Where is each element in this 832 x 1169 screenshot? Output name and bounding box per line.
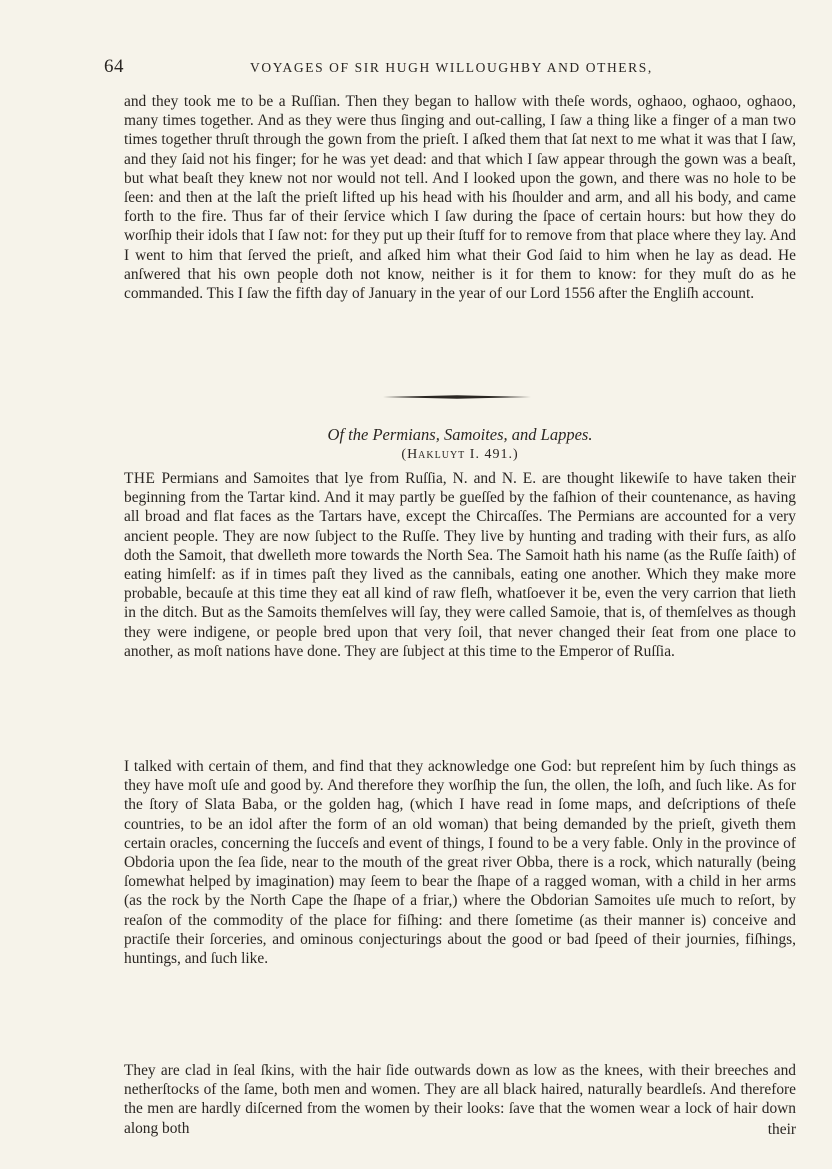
running-head: VOYAGES OF SIR HUGH WILLOUGHBY AND OTHERS,	[250, 60, 653, 75]
page-number: 64	[104, 56, 124, 77]
paragraph-4-text: They are clad in ſeal ſkins, with the hair ſide outwards down as low as the knees, with their breeches and netherſtocks of the ſame, both men and women. They are all black haired, naturally beardleſs. And therefore the men are hardly diſcerned from the women by their looks: ſave that the women wear a lock of hair down along both	[124, 1062, 796, 1137]
paragraph-2-text	[124, 469, 796, 661]
section-title	[124, 425, 796, 445]
paragraph-3	[124, 757, 796, 968]
paragraph-1-text: and they took me to be a Ruſſian. Then they began to hallow with theſe words, oghaoo, oghaoo, oghaoo, many times together. And as they were thus ſinging and out-calling, I ſaw a thing like a finger of a man two times together thruſt through the gown from the prieſt. I aſked them that ſat next to me what it was that I ſaw, and they ſaid not his finger; for he was yet dead: and that which I ſaw appear through the gown was a beaſt, but what beaſt they knew not nor would not tell. And I looked upon the gown, and there was no hole to be ſeen: and then at the laſt the prieſt lifted up his head with his ſhoulder and arm, and all his body, and came forth to the fire. Thus far of their ſervice which I ſaw during the ſpace of certain hours: but how they do worſhip their idols that I ſaw not: for they put up their ſtuff for to remove from that place where they lay. And I went to him that ſerved the prieſt, and aſked him what their God ſaid to him when he lay as dead. He anſwered that his own people doth not know, neither is it for them to know: for they muſt do as he commanded. This I ſaw the fifth day of January in the year of our Lord 1556 after the Engliſh account.	[124, 93, 796, 303]
paragraph-1	[124, 92, 796, 303]
section-divider-ornament	[383, 395, 531, 399]
paragraph-2-opening: THE	[124, 470, 156, 487]
source-name: Hakluyt	[407, 447, 466, 462]
source-open-paren: (	[401, 447, 408, 462]
catchword: their	[767, 1121, 796, 1138]
section-title-rest: the Permians, Samoites, and Lappes.	[348, 425, 593, 444]
section-title-prefix: Of	[327, 425, 345, 444]
source-reference: I. 491.)	[469, 447, 519, 462]
paragraph-4	[124, 1061, 796, 1138]
paragraph-3-text: I talked with certain of them, and find that they acknowledge one God: but repreſent him by ſuch things as they have moſt uſe and good by. And therefore they worſhip the ſun, the ollen, the loſh, and ſuch like. As for the ſtory of Slata Baba, or the golden hag, (which I have read in ſome maps, and deſcriptions of theſe countries, to be an idol after the form of an old woman) that being demanded by the prieſt, giveth them certain oracles, concerning the ſucceſs and event of things, I found to be a very fable. Only in the province of Obdoria upon the ſea ſide, near to the mouth of the great river Obba, there is a rock, which naturally (being ſomewhat helped by imagination) may ſeem to bear the ſhape of a ragged woman, with a child in her arms (as the rock by the North Cape the ſhape of a friar,) where the Obdorian Samoites uſe much to reſort, by reaſon of the commodity of the place for fiſhing: and there ſometime (as their manner is) conceive and practiſe their ſorceries, and ominous conjecturings about the good or bad ſpeed of their journies, fiſhings, huntings, and ſuch like.	[124, 758, 796, 968]
paragraph-2	[124, 469, 796, 661]
section-source	[124, 447, 796, 463]
paragraph-2-body: Permians and Samoites that lye from Ruſſia, N. and N. E. are thought likewiſe to have taken their beginning from the Tartar kind. And it may partly be gueſſed by the faſhion of their countenance, as having all broad and flat faces as the Tartars have, except the Chircaſſes. The Permians are accounted for a very ancient people. They are now ſubject to the Ruſſe. They live by hunting and trading with their furs, as alſo doth the Samoit, that dwelleth more towards the North Sea. The Samoit hath his name (as the Ruſſe ſaith) of eating himſelf: as if in times paſt they lived as the cannibals, eating one another. Which they make more probable, becauſe at this time they eat all kind of raw fleſh, whatſoever it be, even the very carrion that lieth in the ditch. But as the Samoits themſelves will ſay, they were called Samoie, that is, of themſelves as though they were indigene, or people bred upon that very ſoil, that never changed their ſeat from one place to another, as moſt nations have done. They are ſubject at this time to the Emperor of Ruſſia.	[124, 470, 796, 660]
